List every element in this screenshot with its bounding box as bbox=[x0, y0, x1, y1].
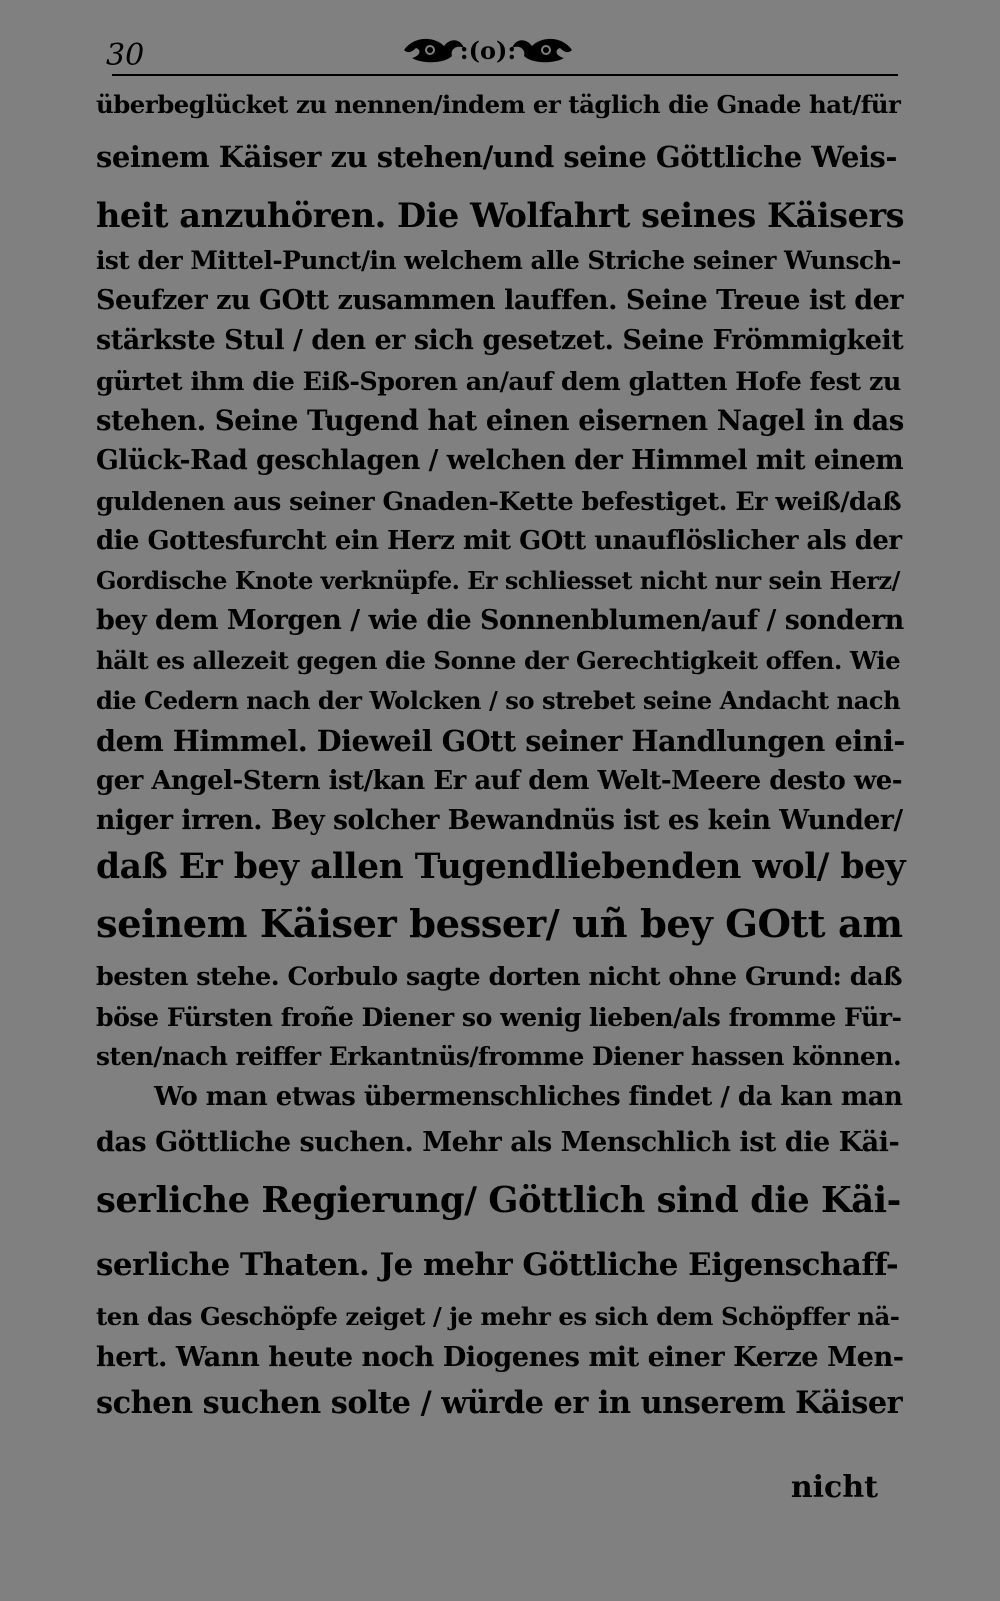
ornament-text: :(o): bbox=[459, 36, 517, 65]
text-line: Wo man etwas übermenschliches findet / da kan man bbox=[154, 1082, 903, 1112]
catchword: nicht bbox=[790, 1470, 878, 1505]
header-rule bbox=[112, 74, 898, 76]
text-line: besten stehe. Corbulo sagte dorten nicht ohne Grund: daß bbox=[96, 962, 902, 992]
text-line: hält es allezeit gegen die Sonne der Gerechtigkeit offen. Wie bbox=[96, 646, 901, 675]
text-line: ist der Mittel-Punct/in welchem alle Striche seiner Wunsch- bbox=[96, 246, 901, 275]
text-line: seinem Käiser besser/ uñ bey GOtt am bbox=[96, 902, 903, 947]
text-line: Glück-Rad geschlagen / welchen der Himmel mit einem bbox=[96, 445, 904, 476]
text-line: sten/nach reiffer Erkantnüs/fromme Diener hassen können. bbox=[96, 1042, 902, 1071]
text-line: niger irren. Bey solcher Bewandnüs ist es kein Wunder/ bbox=[96, 805, 903, 836]
page-number: 30 bbox=[106, 38, 145, 73]
text-line: schen suchen solte / würde er in unserem Käiser bbox=[96, 1385, 903, 1421]
text-line: hert. Wann heute noch Diogenes mit einer Kerze Men- bbox=[96, 1341, 904, 1373]
text-line: das Göttliche suchen. Mehr als Menschlich ist die Käi- bbox=[96, 1127, 900, 1158]
text-line: bey dem Morgen / wie die Sonnenblumen/auf / sondern bbox=[96, 605, 904, 636]
text-line: daß Er bey allen Tugendliebenden wol/ bey bbox=[96, 847, 906, 887]
text-line: die Cedern nach der Wolcken / so strebet seine Andacht nach bbox=[96, 686, 901, 715]
text-line: heit anzuhören. Die Wolfahrt seines Käisers bbox=[96, 195, 905, 235]
text-line: seinem Käiser zu stehen/und seine Göttliche Weis- bbox=[96, 140, 897, 174]
text-line: dem Himmel. Dieweil GOtt seiner Handlungen eini- bbox=[96, 724, 905, 758]
text-line: guldenen aus seiner Gnaden-Kette befestiget. Er weiß/daß bbox=[96, 486, 902, 516]
text-line: ten das Geschöpfe zeiget / je mehr es sich dem Schöpffer nä- bbox=[96, 1302, 900, 1331]
text-line: Gordische Knote verknüpfe. Er schliesset nicht nur sein Herz/ bbox=[96, 567, 900, 595]
text-line: ger Angel-Stern ist/kan Er auf dem Welt-Meere desto we- bbox=[96, 766, 903, 796]
body-text bbox=[96, 85, 906, 1429]
text-line: stärkste Stul / den er sich gesetzet. Seine Frömmigkeit bbox=[96, 325, 904, 356]
page-header bbox=[100, 28, 900, 78]
header-ornament-icon bbox=[400, 30, 576, 70]
text-line: gürtet ihm die Eiß-Sporen an/auf dem glatten Hofe fest zu bbox=[96, 366, 901, 396]
text-line: serliche Regierung/ Göttlich sind die Käi- bbox=[96, 1180, 901, 1221]
text-line: Seufzer zu GOtt zusammen lauffen. Seine Treue ist der bbox=[96, 285, 904, 316]
text-line: serliche Thaten. Je mehr Göttliche Eigenschaff- bbox=[96, 1247, 899, 1283]
text-line: stehen. Seine Tugend hat einen eisernen Nagel in das bbox=[96, 404, 904, 437]
text-line: böse Fürsten froñe Diener so wenig lieben/als fromme Für- bbox=[96, 1002, 902, 1032]
text-line: überbeglücket zu nennen/indem er täglich die Gnade hat/für bbox=[96, 90, 901, 119]
text-line: die Gottesfurcht ein Herz mit GOtt unauflöslicher als der bbox=[96, 526, 902, 556]
